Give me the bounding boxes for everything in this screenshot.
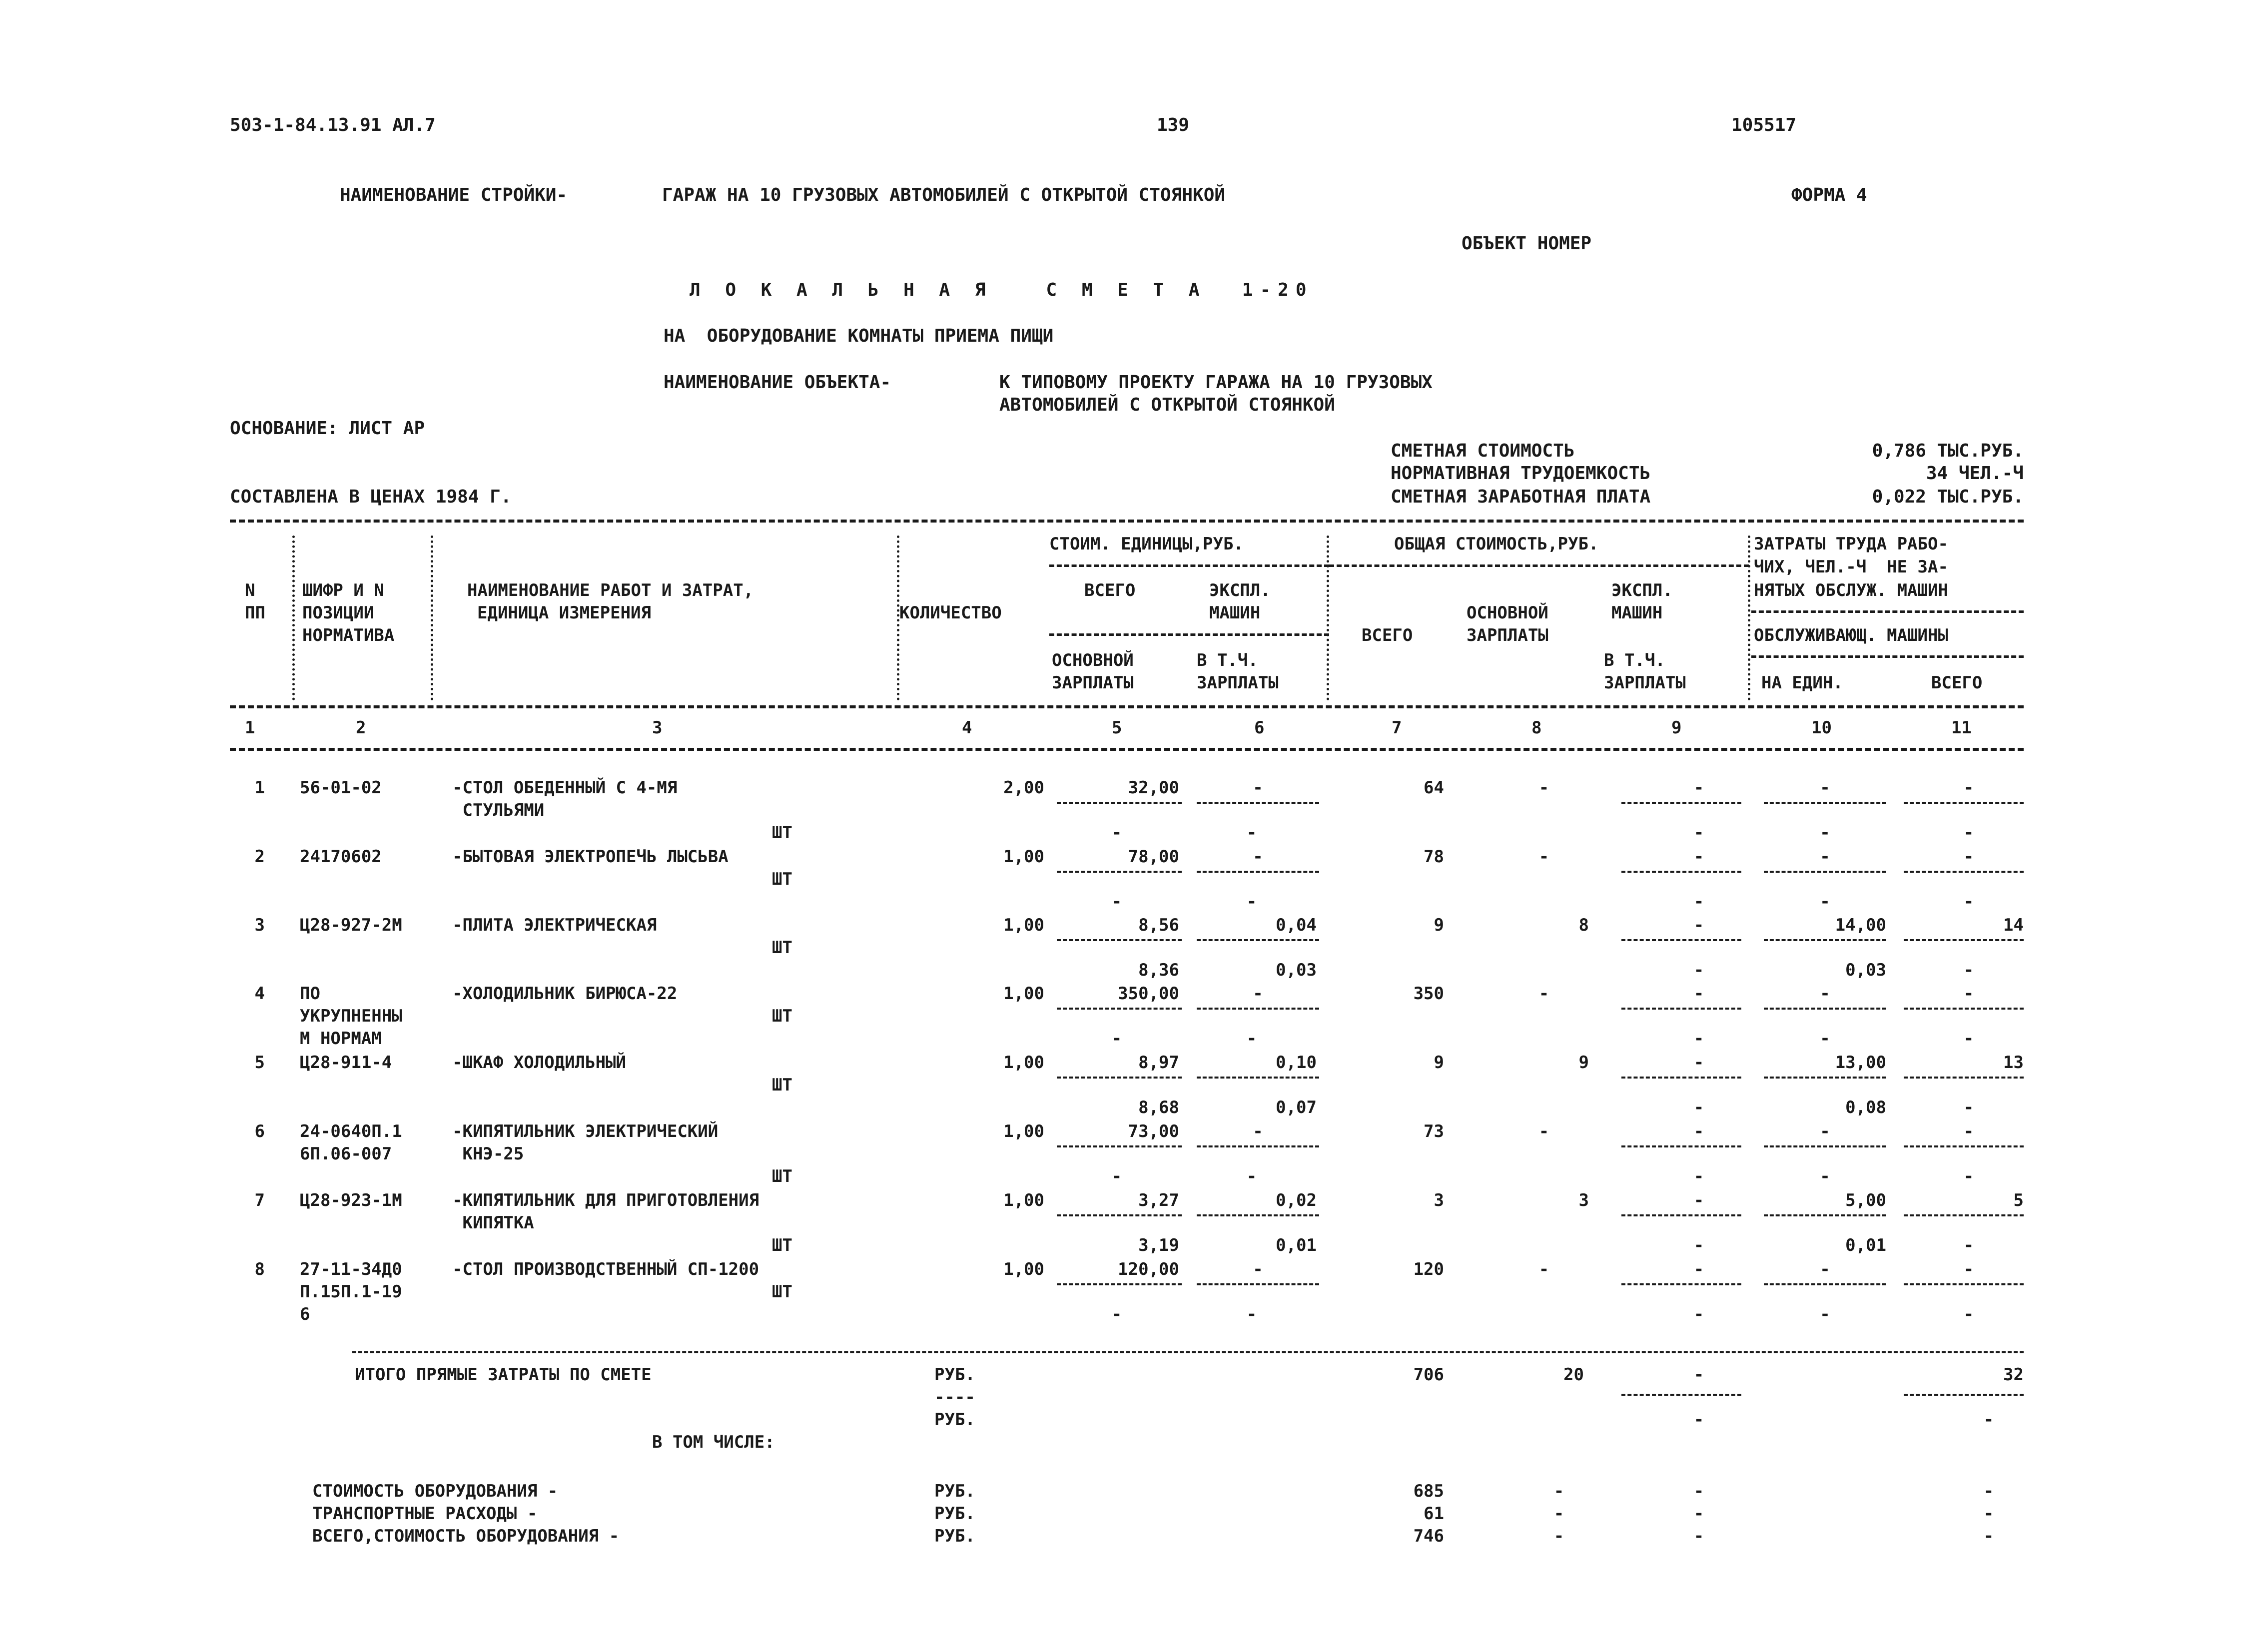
- row-labor-total: -: [1963, 778, 1974, 798]
- row-labor-unit: -: [1820, 984, 1830, 1004]
- row-unit: ШТ: [772, 938, 792, 958]
- row-name: СТУЛЬЯМИ: [452, 800, 545, 820]
- totals-exp: -: [1693, 1365, 1704, 1385]
- unit-incl-label-1: В Т.Ч.: [1197, 650, 1258, 670]
- header-rule: [1049, 564, 1329, 567]
- cell-rule: [1057, 1145, 1182, 1147]
- row-unit-total: 350,00: [1118, 984, 1179, 1004]
- row-unit-incl: 0,03: [1276, 960, 1317, 980]
- unit-base-label-1: ОСНОВНОЙ: [1052, 650, 1134, 670]
- row-total-incl: -: [1693, 892, 1704, 912]
- row-unit-base: -: [1111, 1304, 1122, 1324]
- row-total-base: -: [1538, 847, 1549, 867]
- totals-top-border: [352, 1351, 2024, 1353]
- col-separator: [1748, 536, 1750, 700]
- row-total-exp: -: [1693, 1259, 1704, 1279]
- row-unit-base: 8,36: [1138, 960, 1179, 980]
- row-code: Ц28-923-1М: [300, 1190, 402, 1210]
- row-labor-unit: 14,00: [1835, 915, 1886, 935]
- cell-rule: [1764, 802, 1886, 804]
- labor-label-3: НЯТЫХ ОБСЛУЖ. МАШИН: [1754, 580, 1948, 600]
- cell-rule: [1057, 1077, 1182, 1079]
- totals-rule: [1621, 1394, 1741, 1396]
- construction-name: ГАРАЖ НА 10 ГРУЗОВЫХ АВТОМОБИЛЕЙ С ОТКРЫТОЙ СТОЯНКОЙ: [662, 185, 1226, 205]
- col-name-label-2: ЕДИНИЦА ИЗМЕРЕНИЯ: [477, 603, 651, 623]
- row-unit-total: 78,00: [1128, 847, 1179, 867]
- row-unit-total: 120,00: [1118, 1259, 1179, 1279]
- row-total: 120: [1413, 1259, 1444, 1279]
- total-base-label-1: ОСНОВНОЙ: [1467, 603, 1548, 623]
- row-labor-unit-2: 0,01: [1845, 1235, 1886, 1255]
- row-number: 8: [254, 1259, 265, 1279]
- including-label: В ТОМ ЧИСЛЕ:: [652, 1432, 775, 1452]
- breakdown-total: 61: [1424, 1504, 1444, 1524]
- cell-rule: [1057, 871, 1182, 873]
- row-total-base: -: [1538, 778, 1549, 798]
- cell-rule: [1764, 1008, 1886, 1010]
- row-name: -ШКАФ ХОЛОДИЛЬНЫЙ: [452, 1053, 626, 1073]
- header-rule: [1329, 564, 1749, 567]
- cell-rule: [1621, 1145, 1741, 1147]
- breakdown-base: -: [1553, 1504, 1564, 1524]
- row-total-base: 8: [1578, 915, 1589, 935]
- row-unit-base: -: [1111, 823, 1122, 843]
- row-total-base: -: [1538, 1259, 1549, 1279]
- col-number: 2: [356, 718, 366, 738]
- totals-exp-2: -: [1693, 1410, 1704, 1430]
- row-total: 9: [1434, 915, 1444, 935]
- row-unit: ШТ: [772, 1235, 792, 1255]
- row-total-exp: -: [1693, 847, 1704, 867]
- row-labor-total-2: -: [1963, 1304, 1974, 1324]
- row-labor-total: 14: [2003, 915, 2024, 935]
- summary-value-wage: 0,022 ТЫС.РУБ.: [1872, 487, 2024, 507]
- row-total-exp: -: [1693, 915, 1704, 935]
- row-labor-unit-2: -: [1820, 892, 1830, 912]
- totals-rule: [1904, 1394, 2024, 1396]
- row-name: КНЭ-25: [452, 1144, 524, 1164]
- row-unit-base: -: [1111, 892, 1122, 912]
- basis: ОСНОВАНИЕ: ЛИСТ АР: [230, 418, 425, 439]
- row-unit-incl: -: [1246, 1029, 1257, 1049]
- row-name: -ХОЛОДИЛЬНИК БИРЮСА-22: [452, 984, 678, 1004]
- row-total: 9: [1434, 1053, 1444, 1073]
- cell-rule: [1764, 1077, 1886, 1079]
- row-labor-total: 5: [2013, 1190, 2024, 1210]
- prices-year: СОСТАВЛЕНА В ЦЕНАХ 1984 Г.: [230, 487, 512, 507]
- col-separator: [1327, 536, 1329, 700]
- totals-total: 706: [1413, 1365, 1444, 1385]
- breakdown-labor: -: [1983, 1526, 1994, 1546]
- breakdown-exp: -: [1693, 1526, 1704, 1546]
- totals-unit-separator: ----: [934, 1387, 975, 1407]
- row-number: 3: [254, 915, 265, 935]
- cell-rule: [1621, 1077, 1741, 1079]
- row-total-incl: -: [1693, 1235, 1704, 1255]
- row-name: -КИПЯТИЛЬНИК ДЛЯ ПРИГОТОВЛЕНИЯ: [452, 1190, 759, 1210]
- total-exp-label-1: ЭКСПЛ.: [1611, 580, 1673, 600]
- row-unit-base: -: [1111, 1029, 1122, 1049]
- row-code: Ц28-927-2М: [300, 915, 402, 935]
- column-numbers-border: [230, 748, 2024, 751]
- cell-rule: [1197, 1214, 1319, 1216]
- row-code: 27-11-34Д0: [300, 1259, 402, 1279]
- row-labor-total-2: -: [1963, 1098, 1974, 1117]
- row-quantity: 1,00: [1003, 1259, 1044, 1279]
- row-unit: ШТ: [772, 1166, 792, 1186]
- total-base-label-2: ЗАРПЛАТЫ: [1467, 625, 1548, 645]
- row-quantity: 1,00: [1003, 847, 1044, 867]
- breakdown-labor: -: [1983, 1481, 1994, 1501]
- row-labor-total-2: -: [1963, 1029, 1974, 1049]
- row-total: 78: [1424, 847, 1444, 867]
- totals-labor-total-2: -: [1983, 1410, 1994, 1430]
- row-labor-total: -: [1963, 984, 1974, 1004]
- row-unit: ШТ: [772, 1075, 792, 1095]
- breakdown-unit: РУБ.: [934, 1504, 975, 1524]
- cell-rule: [1197, 939, 1319, 941]
- row-unit-incl: -: [1246, 823, 1257, 843]
- row-unit-total: 73,00: [1128, 1121, 1179, 1141]
- row-labor-unit: -: [1820, 847, 1830, 867]
- col-n-label: N: [245, 580, 255, 600]
- header-rule: [1751, 610, 2024, 613]
- row-quantity: 2,00: [1003, 778, 1044, 798]
- col-number: 1: [245, 718, 255, 738]
- row-unit-base: 8,68: [1138, 1098, 1179, 1117]
- cell-rule: [1621, 1214, 1741, 1216]
- row-code: 6: [300, 1304, 310, 1324]
- row-total-incl: -: [1693, 1166, 1704, 1186]
- cell-rule: [1764, 939, 1886, 941]
- row-unit: ШТ: [772, 869, 792, 889]
- row-total: 64: [1424, 778, 1444, 798]
- cell-rule: [1904, 871, 2024, 873]
- inventory-number: 105517: [1731, 115, 1797, 135]
- row-labor-total-2: -: [1963, 823, 1974, 843]
- cell-rule: [1197, 1077, 1319, 1079]
- col-separator: [292, 536, 295, 700]
- cell-rule: [1057, 1008, 1182, 1010]
- col-number: 5: [1112, 718, 1122, 738]
- row-unit-exp: -: [1253, 778, 1263, 798]
- row-unit-total: 8,56: [1138, 915, 1179, 935]
- row-unit-exp: -: [1253, 847, 1263, 867]
- row-code: УКРУПНЕННЫ: [300, 1006, 402, 1026]
- cell-rule: [1904, 1283, 2024, 1285]
- row-unit-incl: 0,01: [1276, 1235, 1317, 1255]
- breakdown-labor: -: [1983, 1504, 1994, 1524]
- unit-base-label-2: ЗАРПЛАТЫ: [1052, 673, 1134, 693]
- row-name: -ПЛИТА ЭЛЕКТРИЧЕСКАЯ: [452, 915, 657, 935]
- col-pp-label: ПП: [245, 603, 265, 623]
- cell-rule: [1197, 1008, 1319, 1010]
- row-number: 7: [254, 1190, 265, 1210]
- page-title: Л О К А Л Ь Н А Я С М Е Т А 1-20: [690, 280, 1314, 300]
- breakdown-unit: РУБ.: [934, 1481, 975, 1501]
- row-quantity: 1,00: [1003, 1053, 1044, 1073]
- row-name: -СТОЛ ПРОИЗВОДСТВЕННЫЙ СП-1200: [452, 1259, 759, 1279]
- cell-rule: [1057, 1214, 1182, 1216]
- row-total-incl: -: [1693, 1098, 1704, 1117]
- row-unit-total: 3,27: [1138, 1190, 1179, 1210]
- totals-unit-2: РУБ.: [934, 1410, 975, 1430]
- object-label: НАИМЕНОВАНИЕ ОБЪЕКТА-: [664, 372, 891, 393]
- row-labor-unit: -: [1820, 1121, 1830, 1141]
- row-total-exp: -: [1693, 984, 1704, 1004]
- cell-rule: [1621, 1283, 1741, 1285]
- row-total-base: -: [1538, 1121, 1549, 1141]
- cell-rule: [1904, 1008, 2024, 1010]
- col-number: 4: [962, 718, 972, 738]
- labor-label-4: ОБСЛУЖИВАЮЩ. МАШИНЫ: [1754, 625, 1948, 645]
- row-labor-unit: 13,00: [1835, 1053, 1886, 1073]
- cell-rule: [1197, 871, 1319, 873]
- breakdown-exp: -: [1693, 1481, 1704, 1501]
- object-number: ОБЪЕКТ НОМЕР: [1462, 233, 1592, 254]
- row-number: 5: [254, 1053, 265, 1073]
- cell-rule: [1621, 802, 1741, 804]
- cell-rule: [1057, 939, 1182, 941]
- row-unit-incl: -: [1246, 1304, 1257, 1324]
- labor-label-1: ЗАТРАТЫ ТРУДА РАБО-: [1754, 534, 1948, 554]
- unit-total-label: ВСЕГО: [1084, 580, 1136, 600]
- totals-base: 20: [1563, 1365, 1584, 1385]
- row-quantity: 1,00: [1003, 915, 1044, 935]
- row-labor-unit-2: -: [1820, 1166, 1830, 1186]
- row-total-exp: -: [1693, 1053, 1704, 1073]
- labor-total-label: ВСЕГО: [1931, 673, 1983, 693]
- row-unit-exp: 0,02: [1276, 1190, 1317, 1210]
- row-total: 73: [1424, 1121, 1444, 1141]
- row-unit-incl: -: [1246, 1166, 1257, 1186]
- row-labor-total: -: [1963, 1121, 1974, 1141]
- breakdown-base: -: [1553, 1481, 1564, 1501]
- row-labor-total: -: [1963, 1259, 1974, 1279]
- col-number: 10: [1811, 718, 1832, 738]
- cell-rule: [1764, 1145, 1886, 1147]
- total-incl-label-1: В Т.Ч.: [1604, 650, 1665, 670]
- cell-rule: [1904, 1145, 2024, 1147]
- row-labor-total: -: [1963, 847, 1974, 867]
- breakdown-base: -: [1553, 1526, 1564, 1546]
- row-name: -БЫТОВАЯ ЭЛЕКТРОПЕЧЬ ЛЫСЬВА: [452, 847, 729, 867]
- col-number: 11: [1951, 718, 1972, 738]
- cell-rule: [1904, 1214, 2024, 1216]
- row-total-incl: -: [1693, 823, 1704, 843]
- row-total-exp: -: [1693, 778, 1704, 798]
- row-unit-incl: -: [1246, 892, 1257, 912]
- row-labor-total-2: -: [1963, 1235, 1974, 1255]
- breakdown-exp: -: [1693, 1504, 1704, 1524]
- total-cost-label: ОБЩАЯ СТОИМОСТЬ,РУБ.: [1394, 534, 1599, 554]
- row-code: ПО: [300, 984, 320, 1004]
- row-unit: ШТ: [772, 823, 792, 843]
- row-code: 24170602: [300, 847, 382, 867]
- breakdown-label: СТОИМОСТЬ ОБОРУДОВАНИЯ -: [312, 1481, 558, 1501]
- summary-label-cost: СМЕТНАЯ СТОИМОСТЬ: [1391, 441, 1575, 461]
- header-rule: [1049, 633, 1329, 636]
- row-total-incl: -: [1693, 1304, 1704, 1324]
- breakdown-total: 746: [1413, 1526, 1444, 1546]
- unit-incl-label-2: ЗАРПЛАТЫ: [1197, 673, 1279, 693]
- cell-rule: [1764, 1283, 1886, 1285]
- row-unit-exp: -: [1253, 1121, 1263, 1141]
- cell-rule: [1057, 802, 1182, 804]
- row-number: 2: [254, 847, 265, 867]
- summary-label-wage: СМЕТНАЯ ЗАРАБОТНАЯ ПЛАТА: [1391, 487, 1651, 507]
- row-total-exp: -: [1693, 1190, 1704, 1210]
- cell-rule: [1904, 939, 2024, 941]
- row-total-base: -: [1538, 984, 1549, 1004]
- row-code: М НОРМАМ: [300, 1029, 382, 1049]
- labor-label-2: ЧИХ, ЧЕЛ.-Ч НЕ ЗА-: [1754, 557, 1948, 577]
- cell-rule: [1197, 1145, 1319, 1147]
- col-qty-label: КОЛИЧЕСТВО: [899, 603, 1002, 623]
- row-unit-exp: -: [1253, 1259, 1263, 1279]
- row-total-base: 9: [1578, 1053, 1589, 1073]
- cell-rule: [1904, 802, 2024, 804]
- header-bottom-border: [230, 705, 2024, 708]
- header-rule: [1751, 655, 2024, 658]
- total-all-label: ВСЕГО: [1362, 625, 1413, 645]
- row-code: 24-0640П.1: [300, 1121, 402, 1141]
- col-code-label-2: ПОЗИЦИИ: [302, 603, 374, 623]
- document-code: 503-1-84.13.91 АЛ.7: [230, 115, 436, 135]
- object-name-line1: К ТИПОВОМУ ПРОЕКТУ ГАРАЖА НА 10 ГРУЗОВЫХ: [999, 372, 1433, 393]
- col-code-label-3: НОРМАТИВА: [302, 625, 395, 645]
- row-total: 3: [1434, 1190, 1444, 1210]
- object-name-line2: АВТОМОБИЛЕЙ С ОТКРЫТОЙ СТОЯНКОЙ: [999, 395, 1335, 415]
- col-code-label-1: ШИФР И N: [302, 580, 384, 600]
- row-unit-base: 3,19: [1138, 1235, 1179, 1255]
- unit-cost-label: СТОИМ. ЕДИНИЦЫ,РУБ.: [1049, 534, 1244, 554]
- breakdown-unit: РУБ.: [934, 1526, 975, 1546]
- unit-exp-label-1: ЭКСПЛ.: [1209, 580, 1271, 600]
- row-labor-unit-2: 0,03: [1845, 960, 1886, 980]
- col-number: 3: [652, 718, 663, 738]
- row-number: 4: [254, 984, 265, 1004]
- row-total-base: 3: [1578, 1190, 1589, 1210]
- row-code: 56-01-02: [300, 778, 382, 798]
- cell-rule: [1621, 1008, 1741, 1010]
- col-number: 9: [1671, 718, 1682, 738]
- table-top-border: [230, 520, 2024, 523]
- labor-unit-label: НА ЕДИН.: [1761, 673, 1843, 693]
- row-number: 6: [254, 1121, 265, 1141]
- row-unit-total: 32,00: [1128, 778, 1179, 798]
- totals-unit: РУБ.: [934, 1365, 975, 1385]
- breakdown-label: ВСЕГО,СТОИМОСТЬ ОБОРУДОВАНИЯ -: [312, 1526, 620, 1546]
- row-labor-unit-2: 0,08: [1845, 1098, 1886, 1117]
- col-name-label-1: НАИМЕНОВАНИЕ РАБОТ И ЗАТРАТ,: [467, 580, 754, 600]
- row-labor-unit: -: [1820, 1259, 1830, 1279]
- row-name: КИПЯТКА: [452, 1213, 534, 1233]
- col-number: 6: [1254, 718, 1265, 738]
- row-labor-total: 13: [2003, 1053, 2024, 1073]
- row-number: 1: [254, 778, 265, 798]
- breakdown-total: 685: [1413, 1481, 1444, 1501]
- row-labor-unit-2: -: [1820, 823, 1830, 843]
- row-labor-total-2: -: [1963, 892, 1974, 912]
- breakdown-label: ТРАНСПОРТНЫЕ РАСХОДЫ -: [312, 1504, 538, 1524]
- col-number: 7: [1392, 718, 1402, 738]
- row-code: 6П.06-007: [300, 1144, 392, 1164]
- cell-rule: [1621, 939, 1741, 941]
- summary-value-labor: 34 ЧЕЛ.-Ч: [1926, 463, 2024, 484]
- row-unit-exp: -: [1253, 984, 1263, 1004]
- row-name: -СТОЛ ОБЕДЕННЫЙ С 4-МЯ: [452, 778, 678, 798]
- form-number: ФОРМА 4: [1791, 185, 1867, 205]
- row-quantity: 1,00: [1003, 984, 1044, 1004]
- row-total-incl: -: [1693, 1029, 1704, 1049]
- cell-rule: [1057, 1283, 1182, 1285]
- total-exp-label-2: МАШИН: [1611, 603, 1663, 623]
- col-separator: [431, 536, 433, 700]
- row-quantity: 1,00: [1003, 1121, 1044, 1141]
- row-code: Ц28-911-4: [300, 1053, 392, 1073]
- row-unit-incl: 0,07: [1276, 1098, 1317, 1117]
- row-labor-unit-2: -: [1820, 1029, 1830, 1049]
- cell-rule: [1764, 871, 1886, 873]
- row-labor-total-2: -: [1963, 960, 1974, 980]
- row-labor-unit-2: -: [1820, 1304, 1830, 1324]
- total-incl-label-2: ЗАРПЛАТЫ: [1604, 673, 1686, 693]
- row-total-exp: -: [1693, 1121, 1704, 1141]
- row-unit-total: 8,97: [1138, 1053, 1179, 1073]
- cell-rule: [1904, 1077, 2024, 1079]
- cell-rule: [1764, 1214, 1886, 1216]
- cell-rule: [1621, 871, 1741, 873]
- row-total: 350: [1413, 984, 1444, 1004]
- row-code: П.15П.1-19: [300, 1282, 402, 1302]
- cell-rule: [1197, 1283, 1319, 1285]
- row-unit-exp: 0,04: [1276, 915, 1317, 935]
- row-quantity: 1,00: [1003, 1190, 1044, 1210]
- row-total-incl: -: [1693, 960, 1704, 980]
- row-unit-base: -: [1111, 1166, 1122, 1186]
- row-name: -КИПЯТИЛЬНИК ЭЛЕКТРИЧЕСКИЙ: [452, 1121, 719, 1141]
- summary-value-cost: 0,786 ТЫС.РУБ.: [1872, 441, 2024, 461]
- totals-label: ИТОГО ПРЯМЫЕ ЗАТРАТЫ ПО СМЕТЕ: [355, 1365, 652, 1385]
- unit-exp-label-2: МАШИН: [1209, 603, 1261, 623]
- col-number: 8: [1531, 718, 1542, 738]
- row-unit-exp: 0,10: [1276, 1053, 1317, 1073]
- summary-label-labor: НОРМАТИВНАЯ ТРУДОЕМКОСТЬ: [1391, 463, 1651, 484]
- row-unit: ШТ: [772, 1006, 792, 1026]
- row-unit: ШТ: [772, 1282, 792, 1302]
- page-number: 139: [1157, 115, 1190, 135]
- page-subtitle: НА ОБОРУДОВАНИЕ КОМНАТЫ ПРИЕМА ПИЩИ: [664, 326, 1054, 346]
- row-labor-unit: 5,00: [1845, 1190, 1886, 1210]
- row-labor-total-2: -: [1963, 1166, 1974, 1186]
- row-labor-unit: -: [1820, 778, 1830, 798]
- construction-label: НАИМЕНОВАНИЕ СТРОЙКИ-: [340, 185, 568, 205]
- totals-labor-total: 32: [2003, 1365, 2024, 1385]
- cell-rule: [1197, 802, 1319, 804]
